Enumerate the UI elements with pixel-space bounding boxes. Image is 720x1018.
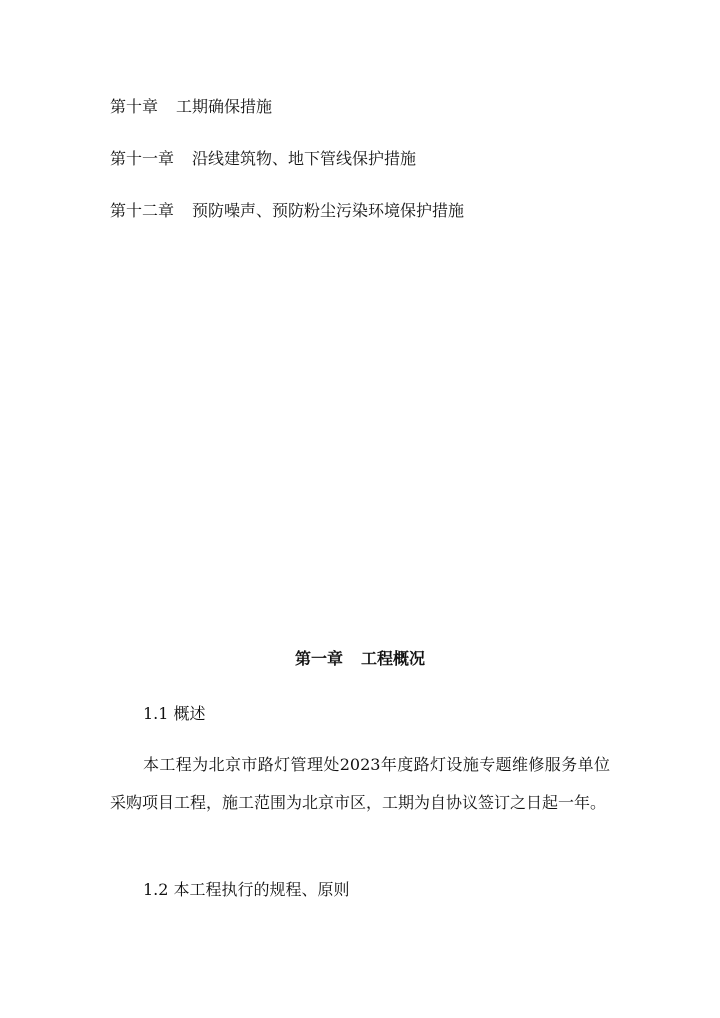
toc-entry-title: 预防噪声、预防粉尘污染环境保护措施 [192, 201, 465, 220]
toc-entry-chapter-11 [110, 149, 416, 169]
chapter-number: 第一章 [294, 649, 343, 668]
toc-entry-title: 工期确保措施 [176, 97, 273, 116]
toc-entry-number: 第十章 [110, 97, 159, 116]
toc-entry-chapter-12 [110, 201, 464, 221]
section-heading-regulations: 1.2 本工程执行的规程、原则 [143, 880, 350, 899]
chapter-name: 工程概况 [361, 649, 426, 668]
toc-entry-chapter-10 [110, 97, 272, 117]
toc-entry-number: 第十二章 [110, 201, 175, 220]
section-heading-overview: 1.1 概述 [143, 704, 206, 723]
overview-paragraph: 本工程为北京市路灯管理处2023年度路灯设施专题维修服务单位采购项目工程，施工范围为北京市区，工期为自协议签订之日起一年。 [110, 755, 610, 812]
toc-entry-number: 第十一章 [110, 149, 175, 168]
chapter-title [0, 648, 720, 670]
toc-entry-title: 沿线建筑物、地下管线保护措施 [192, 149, 417, 168]
